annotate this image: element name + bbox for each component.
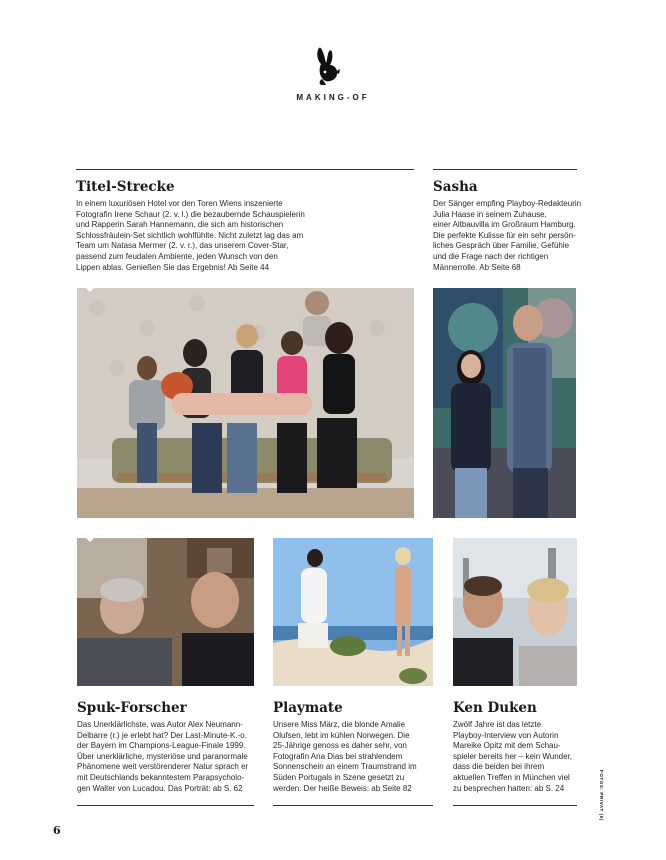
divider — [453, 805, 577, 806]
playmate-photo — [273, 538, 433, 686]
article-text: Unsere Miss März, die blonde Amalie Olufsen, lebt im kühlen Norwegen. Die 25-Jährige genoss es daher sehr, von Fotografin Ana Dias bei strahlendem Sonnenschein an einem Traumstrand im Süden Portugals in Szene gesetzt zu werden. Der heiße Beweis: ab Seite 82 — [273, 720, 417, 793]
divider — [433, 169, 577, 170]
photo-notch — [86, 288, 94, 292]
article-title: Ken Duken — [453, 700, 537, 716]
ken-duken-photo — [453, 538, 577, 686]
article-title: Sasha — [433, 179, 478, 195]
photo-credit: FOTOS: PRIVAT (5) — [599, 770, 604, 821]
divider — [77, 805, 254, 806]
article-text: Der Sänger empfing Playboy-Redakteurin Julia Haase in seinem Zuhause, einer Altbauvilla im Großraum Hamburg. Die perfekte Kulisse für ein sehr persön- liches Gespräch über Familie, Gefühle und die Frage nach der richtigen Männerrolle. Ab Seite 68 — [433, 199, 582, 272]
article-text: Zwölf Jahre ist das letzte Playboy-Interview von Autorin Mareike Opitz mit dem Schau- spieler bereits her – kein Wunder, dass die beiden bei ihrem aktuellen Treffen in München viel zu besprechen hatten: ab S. 24 — [453, 720, 573, 793]
divider — [273, 805, 433, 806]
article-text: In einem luxuriösen Hotel vor den Toren Wiens inszenierte Fotografin Irene Schaur (2. v. l.) die bezaubernde Schauspielerin und Rapperin Sarah Hannemann, die sich am historischen Schlossfräulein-Set sichtlich wohlfühlte. Nicht zuletzt lag das am Team um Natasa Mermer (2. v. r.), das unserem Cover-Star, passend zum feudalen Ambiente, jeden Wunsch von den Lippen ablas. Genießen Sie das Ergebnis! Ab Seite 44 — [76, 199, 305, 272]
article-title: Playmate — [273, 700, 343, 716]
spuk-photo — [77, 538, 254, 686]
bunny-logo-icon — [313, 46, 341, 86]
article-text: Das Unerklärlichste, was Autor Alex Neumann- Delbarre (r.) je erlebt hat? Der Last-Minute-K.-o. der Bayern im Champions-League-Finale 1999. Über unerklärliche, mysteriöse und paranormale Phänomene weit verstörenderer Natur sprach er mit Deutschlands bekanntestem Parapsycholo- gen Walter von Lucadou. Das Porträt: ab S. 62 — [77, 720, 249, 793]
page-number: 6 — [53, 824, 61, 837]
article-title: Spuk-Forscher — [77, 700, 187, 716]
divider — [76, 169, 414, 170]
section-label: MAKING-OF — [296, 93, 370, 102]
group-photo — [77, 288, 414, 518]
article-title: Titel-Strecke — [76, 179, 175, 195]
photo-notch — [86, 538, 94, 542]
sasha-photo — [433, 288, 576, 518]
